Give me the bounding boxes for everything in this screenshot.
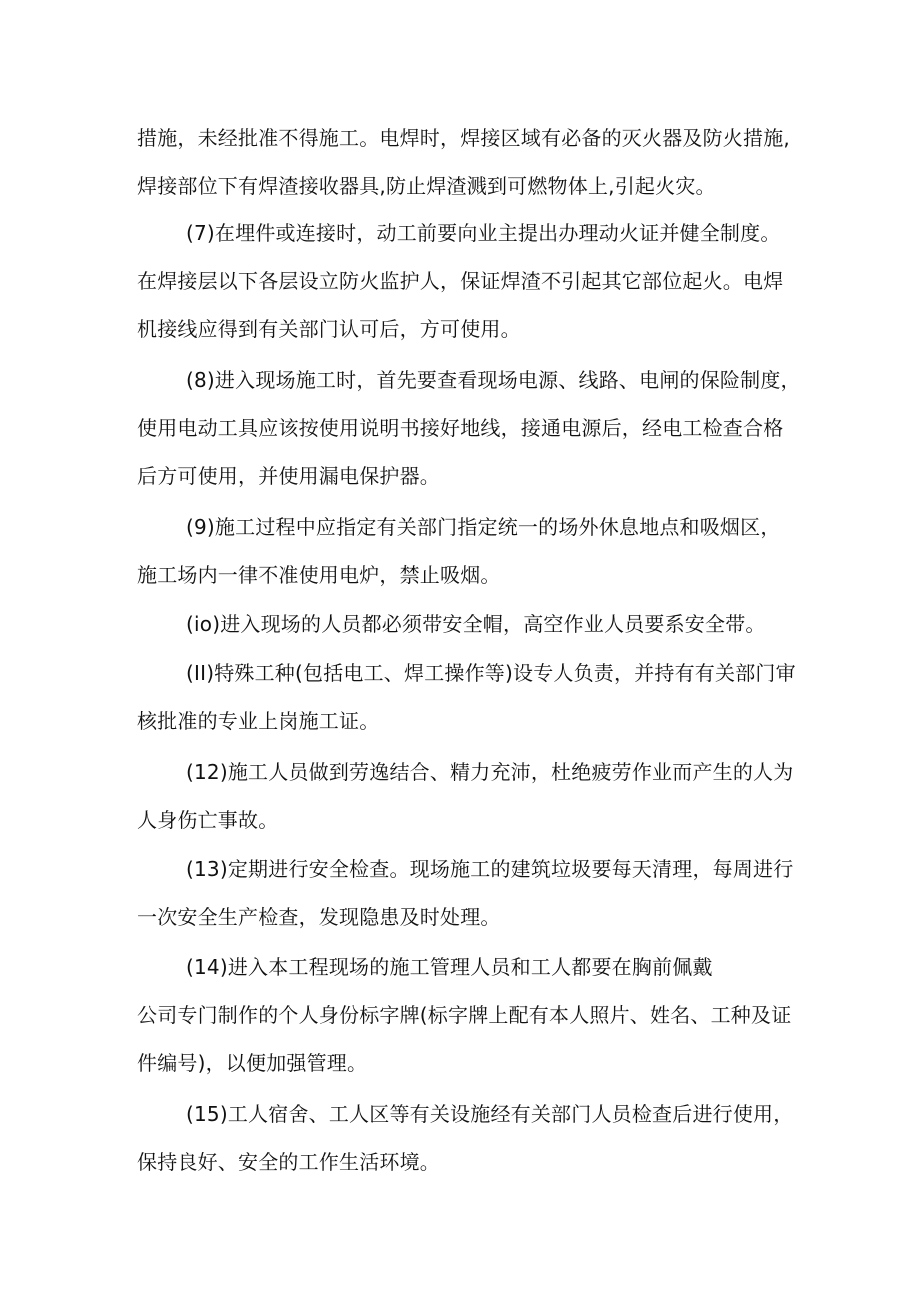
- paragraph-11-start: (II)特殊工种(包括电工、焊工操作等)设专人负责，并持有有关部门审: [186, 661, 796, 685]
- paragraph-12-start: (12)施工人员做到劳逸结合、精力充沛，杜绝疲劳作业而产生的人为: [186, 760, 794, 784]
- text-line: 在焊接层以下各层设立防火监护人，保证焊渣不引起其它部位起火。电焊: [137, 269, 784, 293]
- paragraph-10-start: (io)进入现场的人员都必须带安全帽，高空作业人员要系安全带。: [186, 612, 766, 636]
- paragraph-8-start: (8)进入现场施工时，首先要查看现场电源、线路、电闸的保险制度，: [186, 368, 801, 392]
- text-line: 核批准的专业上岗施工证。: [137, 709, 380, 733]
- text-line: 措施，未经批准不得施工。电焊时，焊接区域有必备的灭火器及防火措施,: [137, 126, 790, 150]
- paragraph-7-start: (7)在埋件或连接时，动工前要向业主提出办理动火证并健全制度。: [186, 221, 781, 245]
- paragraph-14-start: (14)进入本工程现场的施工管理人员和工人都要在胸前佩戴: [186, 955, 713, 979]
- paragraph-13-start: (13)定期进行安全检查。现场施工的建筑垃圾要每天清理，每周进行: [186, 857, 794, 881]
- text-line: 施工场内一律不准使用电炉，禁止吸烟。: [137, 563, 501, 587]
- text-line: 人身伤亡事故。: [137, 808, 279, 832]
- text-line: 焊接部位下有焊渣接收器具,防止焊渣溅到可燃物体上,引起火灾。: [137, 174, 716, 198]
- text-line: 一次安全生产检查，发现隐患及时处理。: [137, 905, 501, 929]
- paragraph-9-start: (9)施工过程中应指定有关部门指定统一的场外休息地点和吸烟区，: [186, 515, 781, 539]
- text-line: 使用电动工具应该按使用说明书接好地线，接通电源后，经电工检查合格: [137, 416, 784, 440]
- paragraph-15-start: (15)工人宿舍、工人区等有关设施经有关部门人员检查后进行使用，: [186, 1102, 794, 1126]
- text-line: 件编号)，以便加强管理。: [137, 1051, 368, 1075]
- text-line: 机接线应得到有关部门认可后，方可使用。: [137, 317, 521, 341]
- text-line: 公司专门制作的个人身份标字牌(标字牌上配有本人照片、姓名、工种及证: [137, 1003, 792, 1027]
- text-line: 保持良好、安全的工作生活环境。: [137, 1150, 440, 1174]
- text-line: 后方可使用，并使用漏电保护器。: [137, 464, 440, 488]
